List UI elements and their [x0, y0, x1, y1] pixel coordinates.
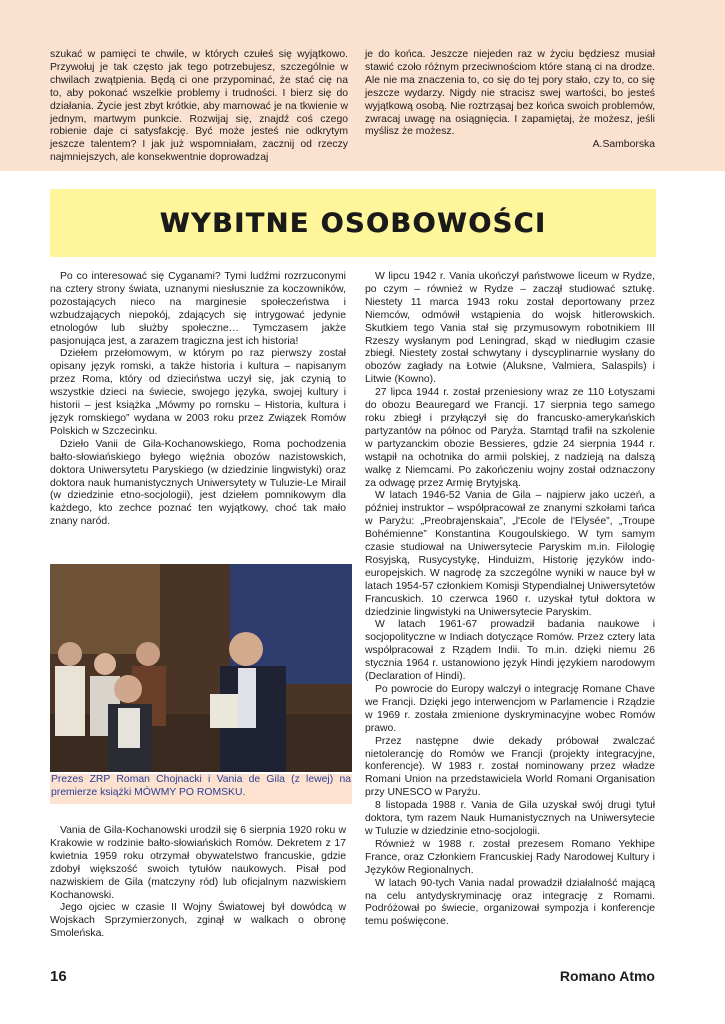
paragraph: W latach 90-tych Vania nadal prowadził działalność mającą na celu antydyskryminację oraz integrację z Romami. Podróżował po świecie, organizował sympozja i konferencje temu poświęcone.	[365, 877, 655, 928]
paragraph: Po co interesować się Cyganami? Tymi ludźmi rozrzuconymi na cztery strony świata, uznanymi niesłusznie za koczowników, pozostających nieco na marginesie społeczeństwa i wzbudzających niepokój, zdających się intrygować jedynie etnologów lub służby społeczne… Tymczasem jakże pasjonująca jest, a zarazem tragiczna jest ich historia!	[50, 271, 346, 347]
paragraph: W latach 1946-52 Vania de Gila – najpierw jako uczeń, a później instruktor – współpracował ze znanymi szkołami tańca w Paryżu: „Preobrajenskaia”, „l'Ecole de l'Elysée”, „Troupe Bohémienne” Konstantina Kougoulskiego. W tym samym czasie studiował na Uniwersytecie Paryskim m.in. Filologię Rosyjską, Rusycystykę, Hinduizm, Historię języków indo-europejskich. W nagrodę za szczególne wyniki w nauce był w latach 1954-57 członkiem Komisji Stypendialnej Uniwersytetów Francuskich. 10 czerwca 1960 r. uzyskał tytuł doktora w dziedzinie lingwistyki na Uniwersytecie Paryskim.	[365, 490, 655, 618]
paragraph: Vania de Gila-Kochanowski urodził się 6 sierpnia 1920 roku w Krakowie w rodzinie bałto-słowiańskich Romów. Dekretem z 17 kwietnia 1959 roku otrzymał obywatelstwo francuskie, gdzie zdobył większość swoich tytułów naukowych. Pisał pod nazwiskiem de Gila (matczyny ród) lub oficjalnym nazwiskiem Kochanowski.	[50, 825, 346, 901]
paragraph: 8 listopada 1988 r. Vania de Gila uzyskał swój drugi tytuł doktora, tym razem Nauk Humanistycznych na Uniwersytecie w Tuluzie w dziedzinie etno-socjologii.	[365, 800, 655, 837]
intro-left-text: szukać w pamięci te chwile, w których czułeś się wyjątkowo. Przywołuj je tak często jak tego potrzebujesz, szczególnie w chwilach zwątpienia. Będą ci one przypominać, że stać cię na to, aby pokonać wszelkie problemy i trudności. I bierz się do działania. Życie jest zbyt krótkie, aby marnować je na tkwienie w jednym, martwym punkcie. Rozwijaj się, znajdź coś czego robienie daje ci satysfakcję. Być może jesteś nie odkrytym jeszcze talentem? I jak już wspomniałam, zacznij od rzeczy najmniejszych, ale konsekwentnie doprowadzaj	[50, 49, 348, 164]
author-signature: A.Samborska	[592, 139, 655, 151]
magazine-name: Romano Atmo	[559, 968, 655, 984]
event-photo	[50, 564, 352, 772]
page-number: 16	[50, 968, 67, 985]
paragraph: Jego ojciec w czasie II Wojny Światowej był dowódcą w Wojskach Sprzymierzonych, zginął w walkach o obronę Smoleńska.	[50, 902, 346, 940]
paragraph: Również w 1988 r. został prezesem Romano Yekhipe France, oraz Członkiem Francuskiej Rady Narodowej Kultury i Języków Regionalnych.	[365, 838, 655, 876]
intro-left-column	[50, 49, 348, 165]
intro-right-text: je do końca. Jeszcze niejeden raz w życiu będziesz musiał stawić czoło różnym przeciwnościom które staną ci na drodze. Ale nie ma znaczenia to, co się do tej pory stało, czy to, co się jeszcze wydarzy. Nigdy nie stracisz swej wartości, bo jesteś wyjątkową osobą. Nie roztrząsaj bez końca swoich problemów, zwracaj uwagę na osiągnięcia. I zapamiętaj, że możesz, jeśli myślisz że możesz.	[365, 49, 655, 138]
title-banner	[50, 189, 656, 257]
paragraph: Po powrocie do Europy walczył o integrację Romane Chave we Francji. Dzięki jego interwencjom w Parlamencie i Rządzie w 1969 r. została zmienione dyskryminacyjne wobec Romów prawo.	[365, 684, 655, 734]
left-column-bottom	[50, 825, 346, 941]
paragraph: 27 lipca 1944 r. został przeniesiony wraz ze 110 Łotyszami do obozu Beauregard we Francji. 17 sierpnia tego samego roku zbiegł i przyłączył się do francusko-amerykańskich partyzantów na północ od Paryża. Stamtąd trafił na szkolenie w partyzanckim obozie Bessieres, gdzie 24 sierpnia 1944 r. wstąpił na ochotnika do armii polskiej, z nadzieją na dalszą walkę z Niemcami. Po zakończeniu wojny został odznaczony za odwagę przez Armię Brytyjską.	[365, 387, 655, 489]
paragraph: W lipcu 1942 r. Vania ukończył państwowe liceum w Rydze, po czym – również w Rydze – zaczął studiować sztukę. Niestety 11 marca 1943 roku został deportowany przez Niemców, odmówił wstąpienia do wojsk hitlerowskich. Skutkiem tego Vania stał się przymusowym robotnikiem III Rzeszy wysłanym pod Leningrad, skąd w niedługim czasie zbiegł. Niestety został schwytany i dyscyplinarnie wysłany do obozów zagłady na Łotwie (Aluksne, Valmiera, Salaspils) i Litwie (Kowno).	[365, 271, 655, 386]
left-column-top	[50, 271, 346, 529]
photo-illustration	[50, 564, 352, 772]
right-column	[365, 271, 655, 929]
paragraph: Dziełem przełomowym, w którym po raz pierwszy został opisany język romski, a także historia i kultura – napisanym przez Roma, który od dzieciństwa uczył się, jak czynią to wszystkie dzieci na świecie, swojego języka, swojej kultury i historii – jest książka „Mówmy po romsku – Historia, kultura i język romskiego” wydana w 2003 roku przez Związek Romów Polskich w Szczecinku.	[50, 348, 346, 437]
intro-right-column	[365, 49, 655, 152]
paragraph: Dzieło Vanii de Gila-Kochanowskiego, Roma pochodzenia bałto-słowiańskiego byłego więźnia obozów nazistowskich, doktora Uniwersytetu Paryskiego (w dziedzinie lingwistyki) oraz doktora nauk humanistycznych Uniwersytety w Tuluzie-Le Mirail (w dziedzinie etno-socjologii), jest dziełem pomnikowym dla każdego, kto zechce poznać ten wyjątkowy, choć tak mało znany naród.	[50, 438, 346, 528]
page-title: WYBITNE OSOBOWOŚCI	[159, 207, 547, 239]
paragraph: W latach 1961-67 prowadził badania naukowe i socjopolityczne w Indiach dotyczące Romów. Przez cztery lata współpracował z Rządem Indii. To m.in. dzięki niemu 26 stycznia 1964 r. ustanowiono język Hindi językiem narodowym (Declaration of Hindi).	[365, 619, 655, 683]
paragraph: Przez następne dwie dekady próbował zwalczać nietolerancję do Romów we Francji (projekty integracyjne, konferencje). W 1983 r. został nominowany przez władze Romani Union na przedstawiciela World Romani Organisation przy UNESCO w Paryżu.	[365, 735, 655, 799]
photo-caption: Prezes ZRP Roman Chojnacki i Vania de Gila (z lewej) na premierze książki MÓWMY PO ROMSKU.	[50, 774, 352, 804]
